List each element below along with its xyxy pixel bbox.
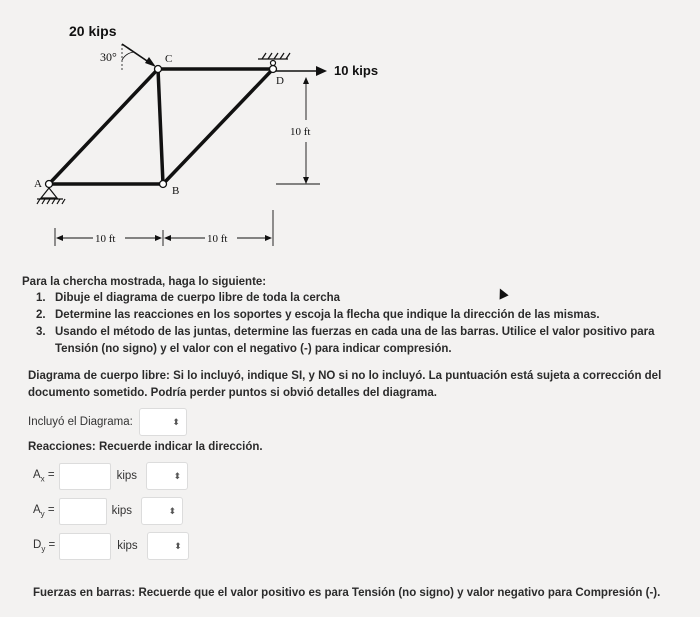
- label-dim-left: 10 ft: [95, 233, 116, 245]
- reactions-label: Reacciones: Recuerde indicar la dirección.: [28, 441, 263, 453]
- reaction-dy-direction-select[interactable]: [147, 532, 189, 560]
- truss-figure: [0, 0, 700, 262]
- reaction-ay-input[interactable]: [59, 498, 107, 525]
- step-number: 1.: [36, 292, 46, 304]
- reaction-dy-label: $D_y$ =: [33, 538, 56, 554]
- reactions-heading: [28, 441, 263, 453]
- joint-b: [160, 181, 167, 188]
- reaction-dy-row: [33, 532, 189, 560]
- intro-text: Para la chercha mostrada, haga lo siguiente:: [22, 276, 267, 288]
- reaction-ax-label: $A_x$ =: [33, 468, 55, 484]
- select-chevron-icon: ⬍: [172, 416, 180, 427]
- label-20-kips: 20 kips: [69, 23, 117, 39]
- step-2: [36, 307, 676, 324]
- included-diagram-label: Incluyó el Diagrama:: [28, 416, 133, 428]
- node-label-b: B: [172, 185, 180, 197]
- reaction-ay-unit: kips: [111, 505, 133, 517]
- steps-list: [36, 290, 676, 358]
- select-chevron-icon: ⬍: [174, 540, 182, 551]
- reaction-ax-row: [33, 462, 188, 490]
- step-text: Dibuje el diagrama de cuerpo libre de toda la cercha: [55, 292, 341, 304]
- step-3: [36, 324, 676, 358]
- member-bc: [158, 69, 163, 184]
- bar-forces-label: Fuerzas en barras: Recuerde que el valor positivo es para Tensión (no signo) y valor negativo para Compresión (-).: [33, 587, 661, 599]
- member-bd: [163, 69, 273, 184]
- reaction-ax-direction-select[interactable]: [146, 462, 188, 490]
- truss-members: [49, 69, 273, 184]
- angle-arc: [122, 52, 134, 60]
- included-diagram-select[interactable]: [139, 408, 187, 436]
- joint-a: [46, 181, 53, 188]
- step-text: Determine las reacciones en los soportes y escoja la flecha que indique la dirección de las mismas.: [55, 309, 600, 321]
- select-chevron-icon: ⬍: [173, 470, 182, 481]
- load-arrow-20kips: [122, 44, 156, 67]
- label-dim-vertical: 10 ft: [290, 126, 311, 138]
- label-dim-right: 10 ft: [207, 233, 228, 245]
- step-text: Usando el método de las juntas, determine las fuerzas en cada una de las barras. Utilice el valor positivo para Tensión (no signo) y el valor con el negativo (-) para indicar compresión.: [55, 326, 655, 355]
- included-diagram-row: [28, 408, 187, 436]
- joint-d: [270, 66, 277, 73]
- reaction-ay-row: [33, 497, 183, 525]
- step-number: 3.: [36, 326, 46, 338]
- dimension-horizontal: [55, 210, 273, 246]
- reaction-ax-unit: kips: [116, 470, 138, 482]
- reaction-dy-unit: kips: [117, 540, 138, 552]
- reaction-ay-direction-select[interactable]: [141, 497, 183, 525]
- node-label-d: D: [276, 75, 284, 87]
- diagram-note: Diagrama de cuerpo libre: Si lo incluyó, indique SI, y NO si no lo incluyó. La puntuación está sujeta a corrección del documento sometido. Podría perder puntos si obvió detalles del diagrama.: [28, 370, 662, 399]
- node-label-c: C: [165, 53, 173, 65]
- label-angle: 30°: [100, 50, 117, 64]
- reaction-ay-label: $A_y$ =: [33, 503, 55, 519]
- pin-support-a: [37, 188, 65, 204]
- roller-support-d: [258, 53, 290, 66]
- label-10-kips: 10 kips: [334, 63, 379, 78]
- reaction-dy-input[interactable]: [59, 533, 111, 560]
- step-1: [36, 290, 676, 307]
- reaction-ax-input[interactable]: [59, 463, 111, 490]
- step-number: 2.: [36, 309, 46, 321]
- member-ac: [49, 69, 158, 184]
- node-label-a: A: [34, 178, 42, 190]
- select-chevron-icon: ⬍: [168, 505, 177, 516]
